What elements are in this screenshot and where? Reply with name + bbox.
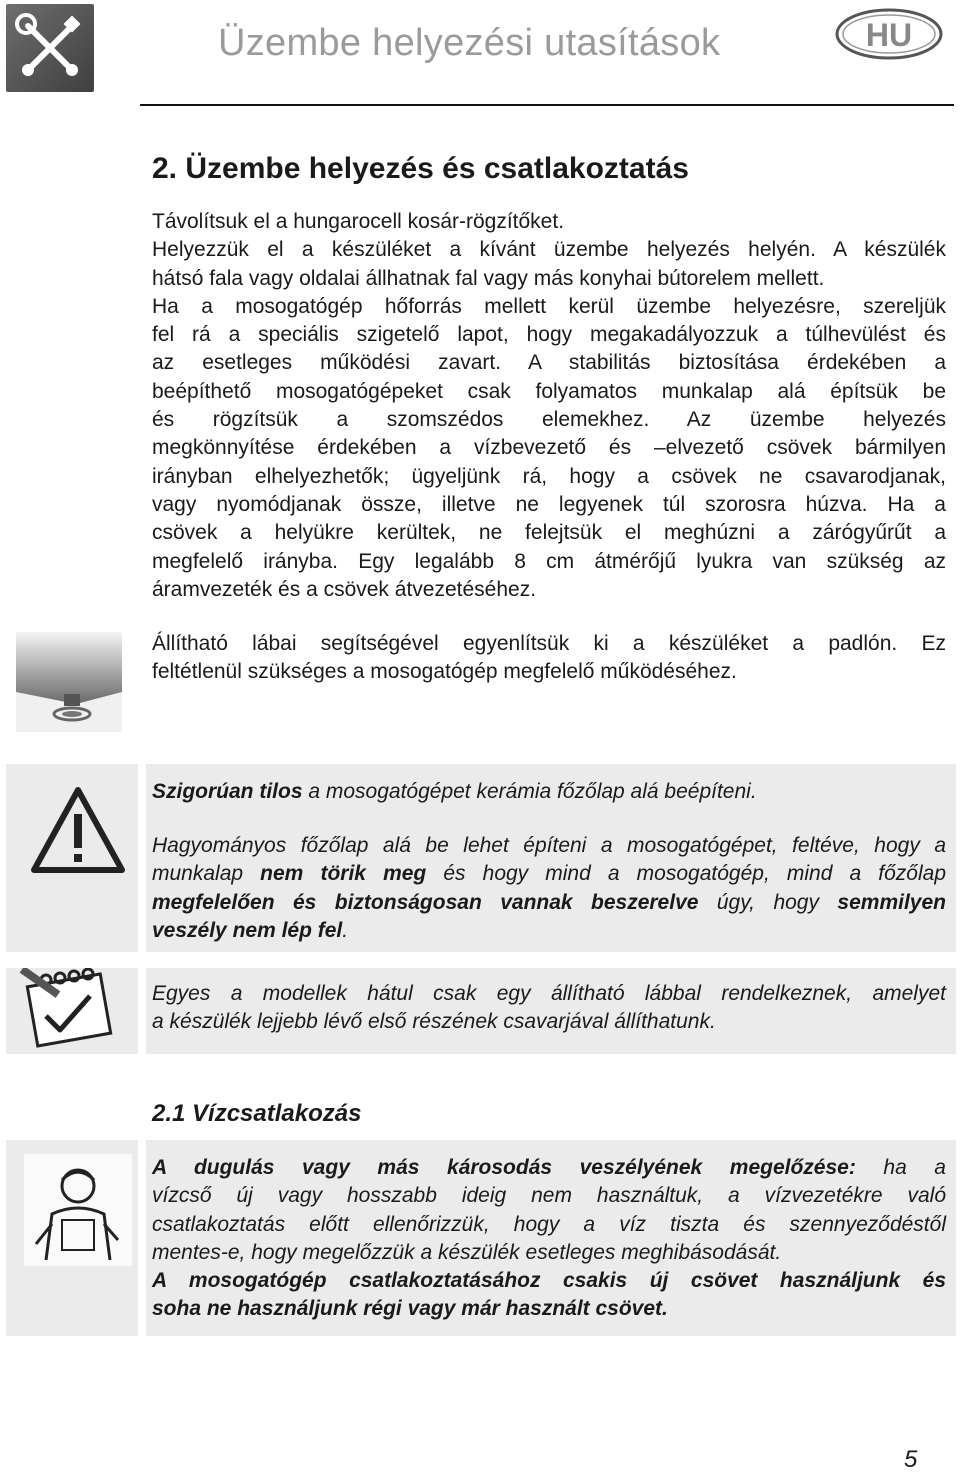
language-code: HU bbox=[865, 17, 913, 53]
water-paragraph bbox=[152, 1154, 946, 1324]
note-line: a készülék lejjebb lévő első részének csavarjával állíthatunk. bbox=[152, 1010, 716, 1034]
paragraph-line: csövek a helyükre kerültek, ne felejtsük el meghúzni a zárógyűrűt a bbox=[152, 521, 946, 545]
paragraph-line: hátsó fala vagy oldalai állhatnak fal vagy más konyhai bútorelem mellett. bbox=[152, 266, 825, 290]
water-line: mentes-e, hogy megelőzzük a készülék esetleges meghibásodását. bbox=[152, 1240, 782, 1264]
water-text: ha a bbox=[855, 1156, 946, 1179]
language-badge bbox=[834, 6, 944, 62]
warning-line bbox=[152, 917, 946, 945]
paragraph-line: áramvezeték és a csövek átvezetéséhez. bbox=[152, 577, 537, 601]
paragraph-line: Ha a mosogatógép hőforrás mellett kerül üzembe helyezésre, szereljük bbox=[152, 294, 946, 318]
feet-paragraph bbox=[152, 630, 946, 687]
warning-text: Hagyományos főzőlap alá be lehet építeni a mosogatógépet, feltéve, hogy a bbox=[152, 834, 946, 857]
paragraph-line: Állítható lábai segítségével egyenlítsük ki a készüléket a padlón. Ez bbox=[152, 632, 946, 655]
warning-text: a mosogatógépet kerámia főzőlap alá beépíteni. bbox=[302, 780, 757, 803]
water-line: csatlakoztatás előtt ellenőrizzük, hogy a víz tiszta és szennyeződéstől bbox=[152, 1212, 946, 1236]
warning-text: és hogy mind a mosogatógép, mind a főzőlap bbox=[426, 862, 946, 886]
warning-paragraph bbox=[152, 832, 946, 945]
water-line bbox=[152, 1154, 946, 1182]
warning-line bbox=[152, 889, 946, 917]
warning-text: . bbox=[342, 918, 349, 942]
water-emphasis: A dugulás vagy más károsodás veszélyének megelőzése: bbox=[152, 1156, 856, 1179]
paragraph-line: feltétlenül szükséges a mosogatógép megfelelő működéséhez. bbox=[152, 660, 737, 684]
notepad-pencil-icon bbox=[6, 968, 138, 1054]
warning-icon-box bbox=[6, 764, 138, 952]
technician-icon bbox=[6, 1140, 138, 1336]
paragraph-line: megkönnyítése érdekében a vízbevezető és –elvezető csövek bármilyen bbox=[152, 436, 946, 460]
section-heading: 2. Üzembe helyezés és csatlakoztatás bbox=[152, 152, 689, 185]
warning-line bbox=[152, 860, 946, 888]
paragraph-line: az esetleges működési zavart. A stabilitás biztosítása érdekében a bbox=[152, 351, 946, 375]
water-line: A mosogatógép csatlakoztatásához csakis új csövet használjunk és bbox=[152, 1269, 946, 1293]
warning-emphasis: semmilyen bbox=[837, 890, 946, 914]
warning-emphasis: Szigorúan tilos bbox=[152, 780, 303, 803]
paragraph-line: és rögzítsük a szomszédos elemekhez. Az üzembe helyezés bbox=[152, 408, 946, 432]
warning-emphasis: nem törik meg bbox=[260, 862, 427, 886]
page-number: 5 bbox=[904, 1446, 918, 1473]
paragraph-line: irányban elhelyezhetők; ügyeljünk rá, hogy a csövek ne csavarodjanak, bbox=[152, 464, 946, 488]
note-paragraph bbox=[152, 980, 946, 1037]
warning-text: úgy, hogy bbox=[698, 890, 838, 914]
technician-icon-box bbox=[6, 1140, 138, 1336]
paragraph-line: Helyezzük el a készüléket a kívánt üzembe helyezés helyén. A készülék bbox=[152, 238, 946, 262]
note-panel bbox=[146, 968, 956, 1054]
tools-icon bbox=[6, 4, 94, 92]
paragraph-line: beépíthető mosogatógépeket csak folyamatos munkalap alá építsük be bbox=[152, 379, 946, 403]
paragraph-line: Távolítsuk el a hungarocell kosár-rögzítőket. bbox=[152, 210, 565, 233]
warning-text: munkalap bbox=[152, 862, 261, 886]
paragraph-line: fel rá a speciális szigetelő lapot, hogy megakadályozzuk a túlhevülést és bbox=[152, 323, 946, 347]
warning-triangle-icon bbox=[6, 764, 138, 952]
note-line: Egyes a modellek hátul csak egy állítható lábbal rendelkeznek, amelyet bbox=[152, 982, 946, 1005]
warning-panel bbox=[146, 764, 956, 952]
paragraph-line: vagy nyomódjanak össze, illetve ne legyenek túl szorosra húzva. Ha a bbox=[152, 492, 946, 516]
water-connection-panel bbox=[146, 1140, 956, 1336]
water-line: soha ne használjunk régi vagy már használt csövet. bbox=[152, 1297, 668, 1321]
warning-emphasis: megfelelően és biztonságosan vannak beszerelve bbox=[152, 890, 699, 914]
adjustable-foot-icon bbox=[16, 632, 122, 732]
note-icon-box bbox=[6, 968, 138, 1054]
header-divider bbox=[140, 104, 954, 106]
paragraph-line: megfelelő irányba. Egy legalább 8 cm átmérőjű lyukra van szükség az bbox=[152, 549, 946, 573]
warning-emphasis: veszély nem lép fel bbox=[152, 918, 343, 942]
page-header-title: Üzembe helyezési utasítások bbox=[218, 22, 721, 64]
subsection-heading: 2.1 Vízcsatlakozás bbox=[152, 1100, 362, 1127]
warning-line-1 bbox=[152, 778, 946, 806]
water-line: vízcső új vagy hosszabb ideig nem használtuk, a vízvezetékre való bbox=[152, 1184, 946, 1208]
installation-paragraph bbox=[152, 208, 946, 604]
